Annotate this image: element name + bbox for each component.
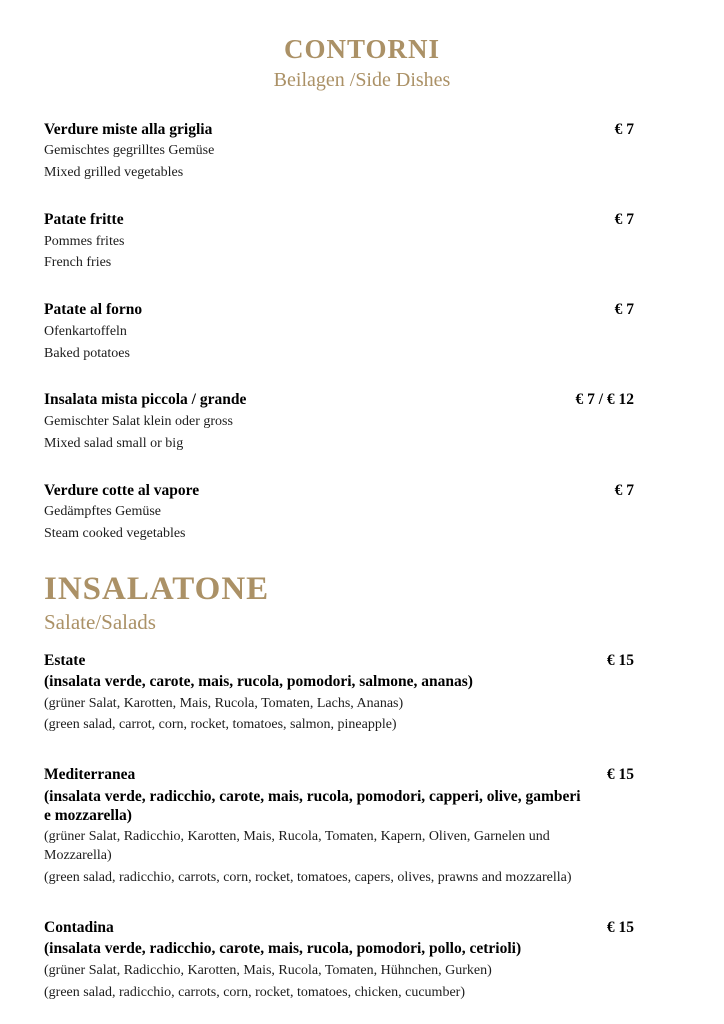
item-desc-german: (grüner Salat, Radicchio, Karotten, Mais, Rucola, Tomaten, Kapern, Oliven, Garnelen und Mozzarella) [44,829,550,864]
item-name: Verdure miste alla griglia [44,121,213,138]
item-desc-english: Baked potatoes [44,345,130,361]
item-desc-english: (green salad, radicchio, carrots, corn, rocket, tomatoes, chicken, cucumber) [44,984,465,1000]
item-desc-english: (green salad, radicchio, carrots, corn, rocket, tomatoes, capers, olives, prawns and mozzarella) [44,870,572,886]
item-ingredients: (insalata verde, radicchio, carote, mais, rucola, pomodori, pollo, cetrioli) [44,940,522,958]
section-subtitle-contorni: Beilagen /Side Dishes [273,69,451,91]
item-desc-english: (green salad, carrot, corn, rocket, tomatoes, salmon, pineapple) [44,717,397,733]
item-desc-german: (grüner Salat, Karotten, Mais, Rucola, Tomaten, Lachs, Ananas) [44,695,404,711]
menu-item [44,651,634,736]
item-desc-german: Gemischter Salat klein oder gross [44,413,233,429]
section-title-insalatone: INSALATONE [44,570,270,607]
item-text [44,210,615,273]
item-price: € 7 [614,121,634,138]
contorni-header [0,34,724,92]
item-name: Contadina [44,919,114,937]
item-desc-german: Ofenkartoffeln [44,323,127,339]
item-text [44,651,607,736]
item-price: € 7 / € 12 [575,391,634,409]
item-desc-german: (grüner Salat, Radicchio, Karotten, Mais, Rucola, Tomaten, Hühnchen, Gurken) [44,962,492,978]
item-price: € 7 [614,481,634,499]
item-desc-english: Mixed salad small or big [44,435,184,451]
contorni-item-list [0,120,724,544]
item-text [44,120,615,183]
item-name: Verdure cotte al vapore [44,481,200,499]
section-title-contorni: CONTORNI [283,34,441,64]
item-price: € 15 [606,651,634,669]
section-subtitle-insalatone: Salate/Salads [44,609,156,634]
item-price: € 7 [614,301,634,319]
item-name: Mediterranea [44,766,136,784]
menu-item [44,300,634,363]
item-ingredients: (insalata verde, carote, mais, rucola, pomodori, salmone, ananas) [44,673,473,691]
item-desc-english: Mixed grilled vegetables [44,165,184,181]
insalatone-header [44,571,634,635]
item-name: Insalata mista piccola / grande [44,391,247,409]
item-text [44,390,575,453]
item-desc-english: Steam cooked vegetables [44,525,186,541]
item-desc-english: French fries [44,255,112,271]
item-text [44,481,615,544]
menu-item [44,390,634,453]
item-price: € 7 [614,211,634,229]
item-name: Patate al forno [44,301,143,319]
menu-item [44,481,634,544]
menu-item [44,918,634,1003]
item-name: Estate [44,651,86,669]
item-price: € 15 [606,766,634,784]
item-text [44,765,607,888]
item-text [44,300,615,363]
item-text [44,918,607,1003]
menu-item [44,210,634,273]
item-price: € 15 [606,919,634,937]
item-desc-german: Pommes frites [44,233,125,249]
item-desc-german: Gedämpftes Gemüse [44,504,162,519]
insalatone-item-list [0,651,724,1003]
menu-item [44,765,634,888]
item-desc-german: Gemischtes gegrilltes Gemüse [44,143,215,159]
item-ingredients: (insalata verde, radicchio, carote, mais, rucola, pomodori, capperi, olive, gamberi e mozzarella) [44,787,581,825]
item-name: Patate fritte [44,211,124,229]
menu-item [44,120,634,183]
